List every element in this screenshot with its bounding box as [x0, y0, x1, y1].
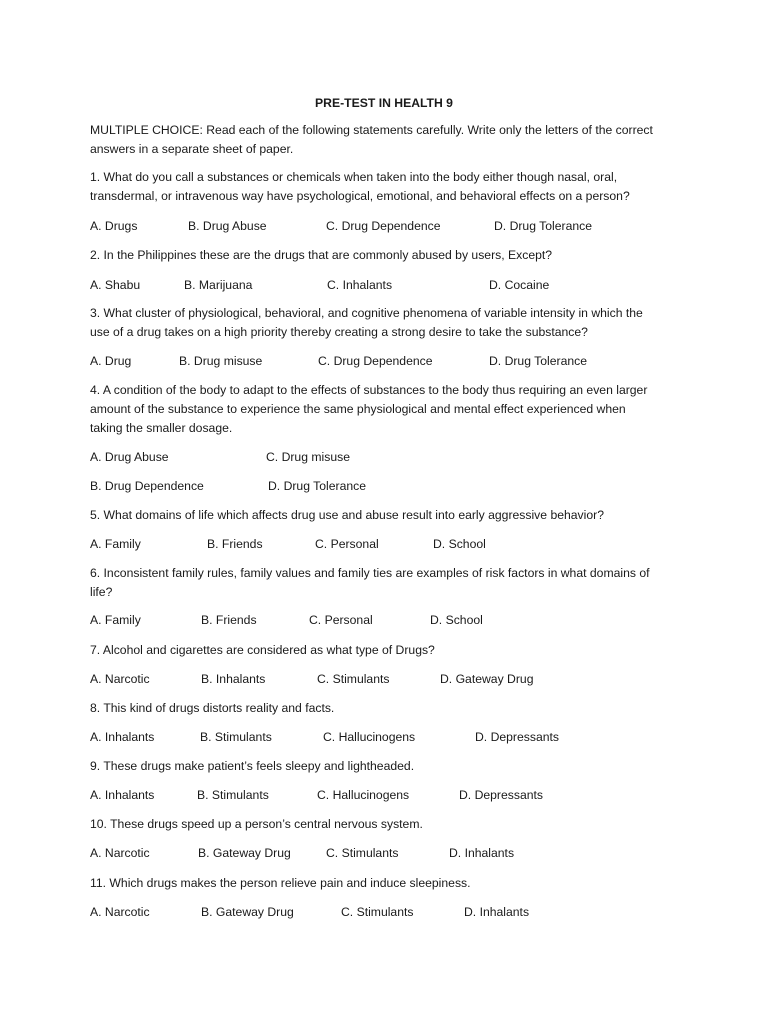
answer-option: D. Drug Tolerance: [268, 479, 366, 493]
answer-option: B. Friends: [201, 613, 257, 627]
answer-option: C. Hallucinogens: [317, 788, 410, 802]
answer-option: C. Hallucinogens: [323, 730, 416, 744]
question-text: 3. What cluster of physiological, behavioral, and cognitive phenomena of variable intensity in which the: [90, 306, 643, 320]
answer-option: A. Shabu: [90, 278, 141, 292]
answer-option: D. School: [433, 537, 486, 551]
answer-option: C. Personal: [315, 537, 379, 551]
question-text: 7. Alcohol and cigarettes are considered as what type of Drugs?: [90, 643, 435, 657]
answer-option: B. Stimulants: [197, 788, 269, 802]
question-text: 11. Which drugs makes the person relieve pain and induce sleepiness.: [90, 876, 471, 890]
answer-option: C. Inhalants: [327, 278, 393, 292]
answer-option: A. Narcotic: [90, 905, 150, 919]
answer-option: C. Drug Dependence: [326, 219, 441, 233]
answer-option: C. Drug Dependence: [318, 354, 433, 368]
question-text: 1. What do you call a substances or chemicals when taken into the body either though nasal, oral,: [90, 170, 618, 184]
answer-option: D. Cocaine: [489, 278, 550, 292]
answer-option: A. Family: [90, 537, 141, 551]
answer-option: D. Depressants: [475, 730, 559, 744]
answer-option: B. Drug Abuse: [188, 219, 267, 233]
answer-option: A. Drugs: [90, 219, 138, 233]
answer-option: A. Inhalants: [90, 788, 155, 802]
answer-option: B. Inhalants: [201, 672, 266, 686]
question-text: transdermal, or intravenous way have psychological, emotional, and behavioral effects on a person?: [90, 189, 630, 203]
answer-option: D. Inhalants: [449, 846, 515, 860]
answer-option: B. Gateway Drug: [198, 846, 291, 860]
answer-option: C. Stimulants: [317, 672, 390, 686]
answer-option: B. Drug Dependence: [90, 479, 204, 493]
answer-option: B. Stimulants: [200, 730, 272, 744]
question-text: life?: [90, 585, 113, 599]
answer-option: D. Drug Tolerance: [494, 219, 592, 233]
question-text: 10. These drugs speed up a person’s central nervous system.: [90, 817, 423, 831]
answer-option: A. Inhalants: [90, 730, 155, 744]
instructions-line: MULTIPLE CHOICE: Read each of the following statements carefully. Write only the letters of the correct: [90, 123, 653, 137]
question-text: taking the smaller dosage.: [90, 421, 233, 435]
question-text: amount of the substance to experience the same physiological and mental effect experienced when: [90, 402, 626, 416]
answer-option: C. Stimulants: [341, 905, 414, 919]
answer-option: B. Drug misuse: [179, 354, 263, 368]
answer-option: C. Drug misuse: [266, 450, 350, 464]
instructions-line: answers in a separate sheet of paper.: [90, 142, 294, 156]
answer-option: D. School: [430, 613, 483, 627]
answer-option: A. Narcotic: [90, 846, 150, 860]
page-title: PRE-TEST IN HEALTH 9: [315, 96, 453, 110]
question-text: 2. In the Philippines these are the drugs that are commonly abused by users, Except?: [90, 248, 553, 262]
answer-option: A. Drug Abuse: [90, 450, 169, 464]
answer-option: A. Narcotic: [90, 672, 150, 686]
question-text: 9. These drugs make patient’s feels sleepy and lightheaded.: [90, 759, 415, 773]
answer-option: C. Personal: [309, 613, 373, 627]
answer-option: D. Inhalants: [464, 905, 530, 919]
question-text: 4. A condition of the body to adapt to the effects of substances to the body thus requiring an even larger: [90, 383, 648, 397]
answer-option: D. Drug Tolerance: [489, 354, 587, 368]
question-text: 6. Inconsistent family rules, family values and family ties are examples of risk factors in what domains of: [90, 566, 650, 580]
question-text: use of a drug takes on a high priority thereby creating a strong desire to take the substance?: [90, 325, 588, 339]
answer-option: A. Drug: [90, 354, 132, 368]
answer-option: D. Depressants: [459, 788, 543, 802]
answer-option: A. Family: [90, 613, 141, 627]
question-text: 8. This kind of drugs distorts reality and facts.: [90, 701, 335, 715]
answer-option: B. Friends: [207, 537, 263, 551]
answer-option: B. Marijuana: [184, 278, 253, 292]
answer-option: C. Stimulants: [326, 846, 399, 860]
question-text: 5. What domains of life which affects drug use and abuse result into early aggressive behavior?: [90, 508, 604, 522]
answer-option: D. Gateway Drug: [440, 672, 534, 686]
answer-option: B. Gateway Drug: [201, 905, 294, 919]
